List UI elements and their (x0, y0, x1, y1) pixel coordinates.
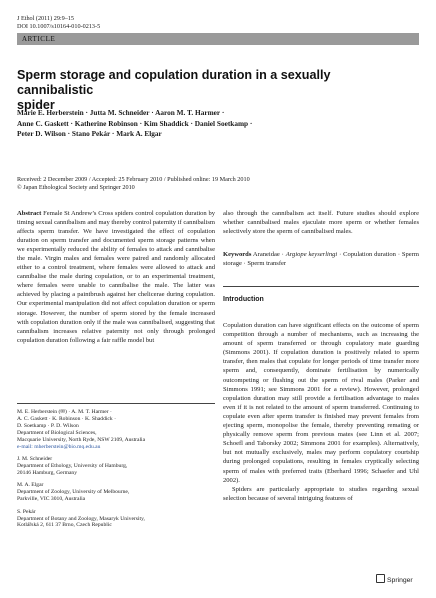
affiliation-names: J. M. Schneider (17, 456, 53, 463)
affiliation-line: A. C. Gaskett · K. Robinson · K. Shaddick · (17, 415, 116, 422)
author-line-2: Anne C. Gaskett · Katherine Robinson · Kim Shaddick · Daniel Soetkamp · (17, 118, 253, 128)
keywords (223, 250, 419, 268)
author-line-3: Peter D. Wilson · Stano Pekár · Mark A. Elgar (17, 129, 162, 139)
author-list (17, 108, 417, 140)
affiliation-line: Macquarie University, North Ryde, NSW 2109, Australia (17, 436, 146, 443)
doi: DOI 10.1007/s10164-010-0213-5 (17, 23, 101, 30)
affiliation-line: D. Soetkamp · P. D. Wilson (17, 422, 79, 429)
keyword-species: Argiope keyserlingi (285, 251, 338, 258)
affiliation-line: Department of Botany and Zoology, Masaryk University, (17, 515, 145, 522)
keywords-label: Keywords (223, 251, 252, 258)
affiliation-block (17, 509, 215, 530)
abstract-continued: also through the cannibalism act itself. Future studies should explore whether cannibalised males ejaculate more sperm or whether females selectively store the sperm of cannibalised males. (223, 210, 419, 236)
publisher-logo (376, 574, 413, 584)
affiliation-block (17, 409, 215, 450)
abstract-label: Abstract (17, 210, 42, 217)
affiliation-names: M. E. Herberstein (✉) · A. M. T. Harmer · (17, 409, 112, 415)
affiliations (17, 409, 215, 535)
affiliation-line: Department of Zoology, University of Melbourne, (17, 489, 130, 496)
publication-dates (17, 176, 417, 192)
title-line-2: spider (17, 98, 55, 112)
affiliation-line: Parkville, VIC 3010, Australia (17, 496, 86, 503)
article-title (17, 68, 407, 113)
affiliation-line: Department of Ethology, University of Hamburg, (17, 462, 128, 469)
keywords-text-pre: Araneidae · (252, 251, 286, 258)
intro-paragraph-2: Spiders are particularly appropriate to studies regarding sexual selection because of several intriguing features of (223, 485, 419, 502)
received-accepted-dates: Received: 2 December 2009 / Accepted: 25 February 2010 / Published online: 19 March 2010 (17, 176, 250, 183)
affiliation-names: M. A. Elgar (17, 482, 44, 489)
affiliation-block (17, 456, 215, 477)
affiliation-divider (17, 403, 215, 404)
affiliation-block (17, 482, 215, 503)
author-line-1: Marie E. Herberstein · Jutta M. Schneider · Aaron M. T. Harmer · (17, 108, 225, 117)
section-divider (223, 286, 419, 287)
keywords-text-post: · Copulation duration · Sperm storage · Sperm transfer (223, 251, 419, 268)
springer-horse-icon (376, 574, 385, 583)
journal-citation: J Ethol (2011) 29:9–15 (17, 15, 75, 22)
affiliation-names: S. Pekár (17, 508, 36, 515)
copyright-line: © Japan Ethological Society and Springer 2010 (17, 184, 135, 192)
article-type-label: ARTICLE (22, 34, 56, 43)
journal-header (17, 15, 100, 31)
affiliation-line: 20146 Hamburg, Germany (17, 469, 78, 476)
abstract (17, 209, 215, 345)
publisher-name: Springer (387, 577, 413, 584)
abstract-text: Female St Andrew’s Cross spiders control copulation duration by timing sexual cannibalism and may thereby control paternity if cannibalism affects sperm transfer. We have investigated the effect of copulation duration on sperm transfer and documented sperm storage patterns when we experimentally reduced the ability of females to attack and cannibalise the male. Virgin males and females were paired and randomly allocated either to a control treatment, where females were allowed to attack and cannibalise the male during copulation, or to an experimental treatment, where females were unable to cannibalise the male. The latter was achieved by placing a paintbrush against her chelicerae during copulation. Our experimental manipulation did not affect copulation duration or sperm storage. However, the number of sperm stored by the female increased with copulation duration only if the male was cannibalised, suggesting that cannibalism increases relative paternity not only through prolonged copulation duration following a fair raffle model but (17, 210, 215, 344)
author-email-link[interactable]: e-mail: mherberstein@bio.mq.edu.au (17, 443, 101, 450)
article-type-banner (17, 33, 419, 45)
intro-paragraph-1: Copulation duration can have significant effects on the outcome of sperm competition through a number of mechanisms, such as increasing the amount of sperm transferred or through copulatory mate guarding (Simmons 2001). If copulation duration is positively related to sperm transfer, then males that copulate for longer periods of time transfer more sperm and, consequently, dominate fertilisation by numerically outcompeting or flushing out the sperm of rival males (Parker and Simmons 1991; see Simmons 2001 for a review). However, prolonged copulation duration may still provide a fertilisation advantage to males even if it is not related to the amount of sperm transferred. Continuing to copulate even after sperm transfer is finished may prevent females from ejecting sperm, monopolise the female, thereby preventing remating or physically remove sperm from previous mates (see Linn et al. 2007; Schoefl and Taborsky 2002; Simmons 2001 for examples). Alternatively, but not mutually exclusively, males may perform copulatory courtship during prolonged copulations, resulting in females cryptically selecting sperm of males with preferred traits (Eberhard 1996; Schaefer and Uhl 2002). (223, 322, 419, 484)
introduction-heading: Introduction (223, 296, 264, 303)
affiliation-line: Kotlářská 2, 611 37 Brno, Czech Republic (17, 522, 112, 529)
title-line-1: Sperm storage and copulation duration in a sexually cannibalistic (17, 68, 331, 97)
affiliation-line: Department of Biological Sciences, (17, 429, 97, 436)
introduction-body (223, 321, 419, 503)
